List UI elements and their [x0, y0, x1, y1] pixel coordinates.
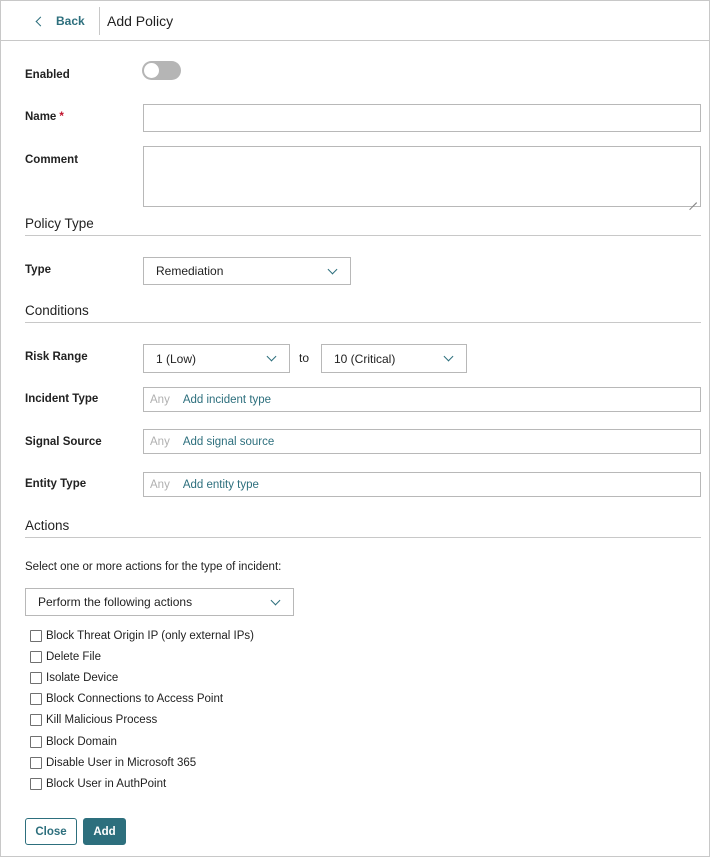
- name-input[interactable]: [143, 104, 701, 132]
- page-title: Add Policy: [107, 13, 174, 29]
- back-button[interactable]: [34, 13, 85, 29]
- checkbox-label: Block Connections to Access Point: [46, 693, 224, 705]
- checkbox[interactable]: [30, 714, 42, 726]
- incident-type-field[interactable]: [143, 387, 701, 412]
- action-kill-malicious-process[interactable]: [30, 713, 157, 727]
- checkbox[interactable]: [30, 757, 42, 769]
- actions-mode-select[interactable]: [25, 588, 294, 616]
- risk-to-select[interactable]: [321, 344, 467, 373]
- name-label-text: Name: [25, 111, 57, 123]
- risk-from-value: 1 (Low): [156, 351, 197, 366]
- chevron-down-icon: [328, 264, 338, 274]
- section-actions: Actions: [25, 518, 701, 538]
- name-label: [25, 111, 64, 123]
- enabled-label: Enabled: [25, 69, 70, 81]
- back-label: Back: [56, 14, 85, 28]
- actions-helper-text: Select one or more actions for the type of incident:: [25, 561, 282, 573]
- add-signal-source-link[interactable]: Add signal source: [182, 435, 275, 448]
- chevron-down-icon: [267, 352, 277, 362]
- checkbox[interactable]: [30, 736, 42, 748]
- chevron-left-icon: [36, 16, 46, 26]
- signal-source-field[interactable]: [143, 429, 701, 454]
- toggle-knob: [144, 63, 159, 78]
- entity-type-field[interactable]: [143, 472, 701, 497]
- incident-type-placeholder: Any: [150, 393, 170, 406]
- type-select[interactable]: [143, 257, 351, 285]
- checkbox-label: Disable User in Microsoft 365: [46, 757, 197, 769]
- add-incident-type-link[interactable]: Add incident type: [182, 393, 272, 406]
- checkbox-label: Isolate Device: [46, 672, 119, 684]
- comment-textarea[interactable]: [143, 146, 701, 207]
- checkbox[interactable]: [30, 778, 42, 790]
- header-divider: [99, 7, 100, 35]
- checkbox-label: Kill Malicious Process: [46, 714, 158, 726]
- add-entity-type-link[interactable]: Add entity type: [182, 478, 259, 491]
- checkbox-label: Block Domain: [46, 736, 117, 748]
- action-block-threat-origin-ip[interactable]: [30, 629, 254, 643]
- action-isolate-device[interactable]: [30, 671, 118, 685]
- section-policy-type: Policy Type: [25, 216, 701, 236]
- comment-label: Comment: [25, 154, 79, 166]
- risk-range-label: Risk Range: [25, 351, 88, 363]
- checkbox-label: Block Threat Origin IP (only external IPs): [46, 630, 254, 642]
- checkbox-label: Delete File: [46, 651, 101, 663]
- action-block-connections-to-access-point[interactable]: [30, 692, 223, 706]
- chevron-down-icon: [271, 595, 281, 605]
- add-button[interactable]: Add: [83, 818, 126, 845]
- close-button[interactable]: Close: [25, 818, 77, 845]
- actions-mode-value: Perform the following actions: [38, 595, 193, 609]
- resize-grip-icon[interactable]: [688, 194, 698, 204]
- required-marker: *: [59, 111, 64, 123]
- signal-source-placeholder: Any: [150, 435, 170, 448]
- checkbox-label: Block User in AuthPoint: [46, 778, 167, 790]
- type-label: Type: [25, 264, 51, 276]
- enabled-toggle[interactable]: [142, 61, 181, 80]
- action-disable-user-in-microsoft-365[interactable]: [30, 756, 196, 770]
- type-select-value: Remediation: [156, 264, 224, 278]
- action-delete-file[interactable]: [30, 650, 101, 664]
- risk-to-value: 10 (Critical): [334, 351, 396, 366]
- checkbox[interactable]: [30, 651, 42, 663]
- entity-type-label: Entity Type: [25, 478, 87, 490]
- checkbox[interactable]: [30, 693, 42, 705]
- action-block-user-in-authpoint[interactable]: [30, 777, 166, 791]
- entity-type-placeholder: Any: [150, 478, 170, 491]
- incident-type-label: Incident Type: [25, 393, 99, 405]
- checkbox[interactable]: [30, 672, 42, 684]
- top-bar: [1, 1, 709, 41]
- action-block-domain[interactable]: [30, 735, 117, 749]
- signal-source-label: Signal Source: [25, 436, 102, 448]
- chevron-down-icon: [444, 352, 454, 362]
- checkbox[interactable]: [30, 630, 42, 642]
- section-conditions: Conditions: [25, 303, 701, 323]
- risk-to-word: to: [299, 351, 310, 365]
- risk-from-select[interactable]: [143, 344, 290, 373]
